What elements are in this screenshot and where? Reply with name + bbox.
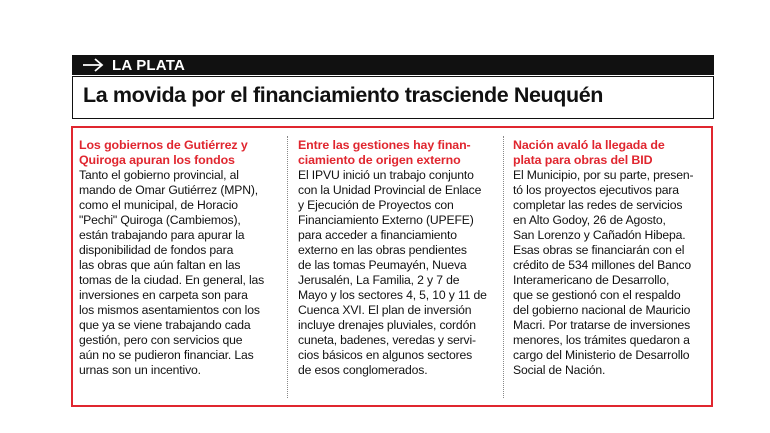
body-line: Social de Nación. (513, 363, 606, 377)
body-line: de esos conglomerados. (298, 363, 428, 377)
body-line: externo en las obras pendientes (298, 243, 467, 257)
subhead-line: Quiroga apuran los fondos (79, 153, 235, 167)
body-line: con la Unidad Provincial de Enlace (298, 183, 482, 197)
body-line: del gobierno nacional de Mauricio (513, 303, 691, 317)
column-3-body (513, 168, 709, 378)
column-1-body (79, 168, 281, 378)
body-line: Mayo y los sectores 4, 5, 10 y 11 de (298, 288, 487, 302)
section-banner (72, 55, 714, 75)
body-line: y Ejecución de Proyectos con (298, 198, 454, 212)
body-line: El Municipio, por su parte, presen- (513, 168, 694, 182)
headline: La movida por el financiamiento trasciende Neuquén (83, 83, 604, 107)
headline-box (72, 76, 714, 119)
body-line: que se gestionó con el respaldo (513, 288, 681, 302)
body-line: urnas son un incentivo. (79, 363, 201, 377)
subhead-line: Los gobiernos de Gutiérrez y (79, 138, 248, 152)
body-line: cios básicos en algunos sectores (298, 348, 473, 362)
column-1-subhead (79, 138, 281, 168)
body-line: que ya se viene trabajando cada (79, 318, 251, 332)
column-2-body (298, 168, 493, 378)
body-line: Interamericano de Desarrollo, (513, 273, 670, 287)
body-line: para acceder a financiamiento (298, 228, 457, 242)
body-line: inversiones en carpeta son para (79, 288, 248, 302)
body-line: El IPVU inició un trabajo conjunto (298, 168, 474, 182)
body-line: cargo del Ministerio de Desarrollo (513, 348, 690, 362)
body-line: como el municipal, de Horacio (79, 198, 238, 212)
body-line: Macri. Por tratarse de inversiones (513, 318, 691, 332)
body-line: incluye drenajes pluviales, cordón (298, 318, 476, 332)
body-line: en Alto Godoy, 26 de Agosto, (513, 213, 666, 227)
article-box (71, 126, 713, 407)
column-1 (79, 138, 281, 378)
column-3 (513, 138, 709, 378)
subhead-line: Entre las gestiones hay finan- (298, 138, 471, 152)
body-line: de las tomas Peumayén, Nueva (298, 258, 467, 272)
subhead-line: ciamiento de origen externo (298, 153, 461, 167)
column-divider (503, 136, 504, 398)
body-line: tó los proyectos ejecutivos para (513, 183, 679, 197)
body-line: Cuenca XVI. El plan de inversión (298, 303, 472, 317)
column-divider (287, 136, 288, 398)
body-line: completar las redes de servicios (513, 198, 683, 212)
body-line: están trabajando para apurar la (79, 228, 245, 242)
body-line: tomas de la ciudad. En general, las (79, 273, 265, 287)
body-line: gestión, pero con servicios que (79, 333, 243, 347)
subhead-line: plata para obras del BID (513, 153, 653, 167)
column-2 (298, 138, 493, 378)
column-2-subhead (298, 138, 493, 168)
body-line: menores, los trámites quedaron a (513, 333, 690, 347)
body-line: Financiamiento Externo (UPEFE) (298, 213, 474, 227)
body-line: los mismos asentamientos con los (79, 303, 260, 317)
arrow-right-icon (82, 58, 104, 72)
body-line: aún no se pudieron financiar. Las (79, 348, 254, 362)
body-line: Esas obras se financiarán con el (513, 243, 685, 257)
body-line: crédito de 534 millones del Banco (513, 258, 691, 272)
body-line: San Lorenzo y Cañadón Hibepa. (513, 228, 686, 242)
body-line: las obras que aún faltan en las (79, 258, 241, 272)
body-line: Jerusalén, La Familia, 2 y 7 de (298, 273, 460, 287)
body-line: disponibilidad de fondos para (79, 243, 234, 257)
body-line: mando de Omar Gutiérrez (MPN), (79, 183, 259, 197)
body-line: Tanto el gobierno provincial, al (79, 168, 239, 182)
body-line: "Pechi" Quiroga (Cambiemos), (79, 213, 241, 227)
column-3-subhead (513, 138, 709, 168)
body-line: cuneta, badenes, veredas y servi- (298, 333, 476, 347)
subhead-line: Nación avaló la llegada de (513, 138, 665, 152)
section-label: LA PLATA (112, 56, 185, 74)
